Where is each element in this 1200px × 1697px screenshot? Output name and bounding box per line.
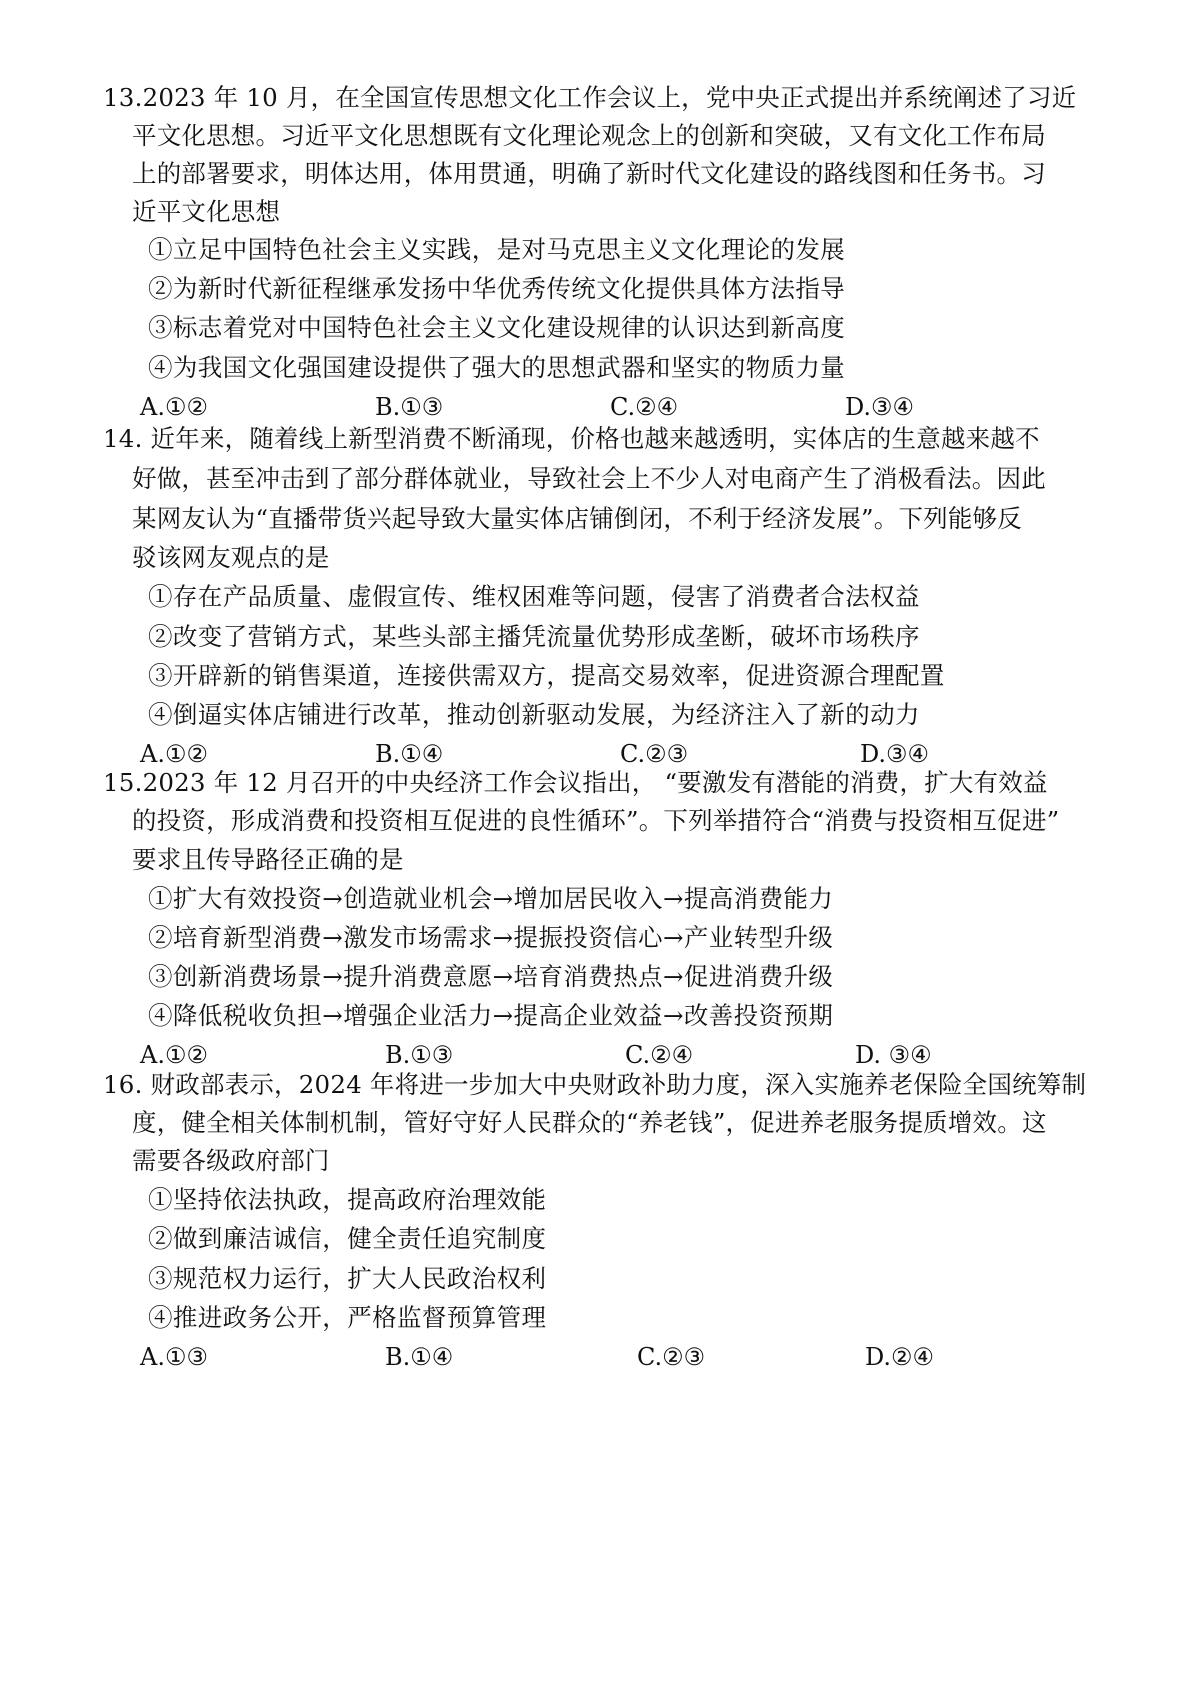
answer-choice-b: B.①③ <box>385 1041 454 1069</box>
option-statement: ④倒逼实体店铺进行改革，推动创新驱动发展，为经济注入了新的动力 <box>148 700 920 729</box>
answer-choice-a: A.①③ <box>140 1343 208 1371</box>
option-statement: ③标志着党对中国特色社会主义文化建设规律的认识达到新高度 <box>148 313 846 342</box>
answer-choice-a: A.①② <box>140 1041 208 1069</box>
question-stem-line: 需要各级政府部门 <box>132 1146 330 1175</box>
answer-choice-b: B.①④ <box>385 1343 454 1371</box>
answer-choice-c: C.②③ <box>620 740 689 768</box>
question-stem-line: 近平文化思想 <box>132 197 281 226</box>
option-statement: ①扩大有效投资→创造就业机会→增加居民收入→提高消费能力 <box>148 884 834 913</box>
answer-choice-b: B.①④ <box>375 740 444 768</box>
answer-choice-a: A.①② <box>140 393 208 421</box>
question-stem-line: 15.2023 年 12 月召开的中央经济工作会议指出， “要激发有潜能的消费，扩大有效益 <box>103 768 1048 797</box>
option-statement: ③创新消费场景→提升消费意愿→培育消费热点→促进消费升级 <box>148 962 834 991</box>
question-stem-line: 要求且传导路径正确的是 <box>132 845 404 874</box>
option-statement: ①立足中国特色社会主义实践，是对马克思主义文化理论的发展 <box>148 235 846 264</box>
option-statement: ②做到廉洁诚信，健全责任追究制度 <box>148 1224 547 1253</box>
answer-choice-c: C.②③ <box>637 1343 706 1371</box>
option-statement: ④推进政务公开，严格监督预算管理 <box>148 1303 547 1332</box>
option-statement: ③规范权力运行，扩大人民政治权利 <box>148 1264 547 1293</box>
question-stem-line: 度，健全相关体制机制，管好守好人民群众的“养老钱”，促进养老服务提质增效。这 <box>132 1108 1047 1137</box>
question-stem-line: 平文化思想。习近平文化思想既有文化理论观念上的创新和突破，又有文化工作布局 <box>132 121 1046 150</box>
answer-choice-c: C.②④ <box>625 1041 694 1069</box>
question-stem-line: 上的部署要求，明体达用，体用贯通，明确了新时代文化建设的路线图和任务书。习 <box>132 159 1046 188</box>
question-stem-line: 好做，甚至冲击到了部分群体就业，导致社会上不少人对电商产生了消极看法。因此 <box>132 464 1046 493</box>
answer-choice-d: D.③④ <box>845 393 915 421</box>
question-stem-line: 14. 近年来，随着线上新型消费不断涌现，价格也越来越透明，实体店的生意越来越不 <box>103 424 1040 453</box>
answer-choice-b: B.①③ <box>375 393 444 421</box>
answer-choice-a: A.①② <box>140 740 208 768</box>
question-stem-line: 驳该网友观点的是 <box>132 543 330 572</box>
answer-choice-d: D.③④ <box>860 740 930 768</box>
answer-choice-d: D. ③④ <box>855 1041 932 1069</box>
question-stem-line: 13.2023 年 10 月，在全国宣传思想文化工作会议上，党中央正式提出并系统阐述了习近 <box>103 83 1077 112</box>
option-statement: ①存在产品质量、虚假宣传、维权困难等问题，侵害了消费者合法权益 <box>148 582 920 611</box>
question-stem-line: 的投资，形成消费和投资相互促进的良性循环”。下列举措符合“消费与投资相互促进” <box>132 806 1060 835</box>
answer-choice-d: D.②④ <box>865 1343 935 1371</box>
option-statement: ②为新时代新征程继承发扬中华优秀传统文化提供具体方法指导 <box>148 274 846 303</box>
question-stem-line: 某网友认为“直播带货兴起导致大量实体店铺倒闭，不利于经济发展”。下列能够反 <box>132 504 1022 533</box>
option-statement: ②改变了营销方式，某些头部主播凭流量优势形成垄断，破坏市场秩序 <box>148 622 920 651</box>
option-statement: ②培育新型消费→激发市场需求→提振投资信心→产业转型升级 <box>148 923 834 952</box>
answer-choice-c: C.②④ <box>610 393 679 421</box>
question-stem-line: 16. 财政部表示，2024 年将进一步加大中央财政补助力度，深入实施养老保险全国统筹制 <box>103 1070 1087 1099</box>
option-statement: ①坚持依法执政，提高政府治理效能 <box>148 1185 547 1214</box>
option-statement: ④降低税收负担→增强企业活力→提高企业效益→改善投资预期 <box>148 1001 834 1030</box>
option-statement: ③开辟新的销售渠道，连接供需双方，提高交易效率，促进资源合理配置 <box>148 661 945 690</box>
option-statement: ④为我国文化强国建设提供了强大的思想武器和坚实的物质力量 <box>148 353 846 382</box>
